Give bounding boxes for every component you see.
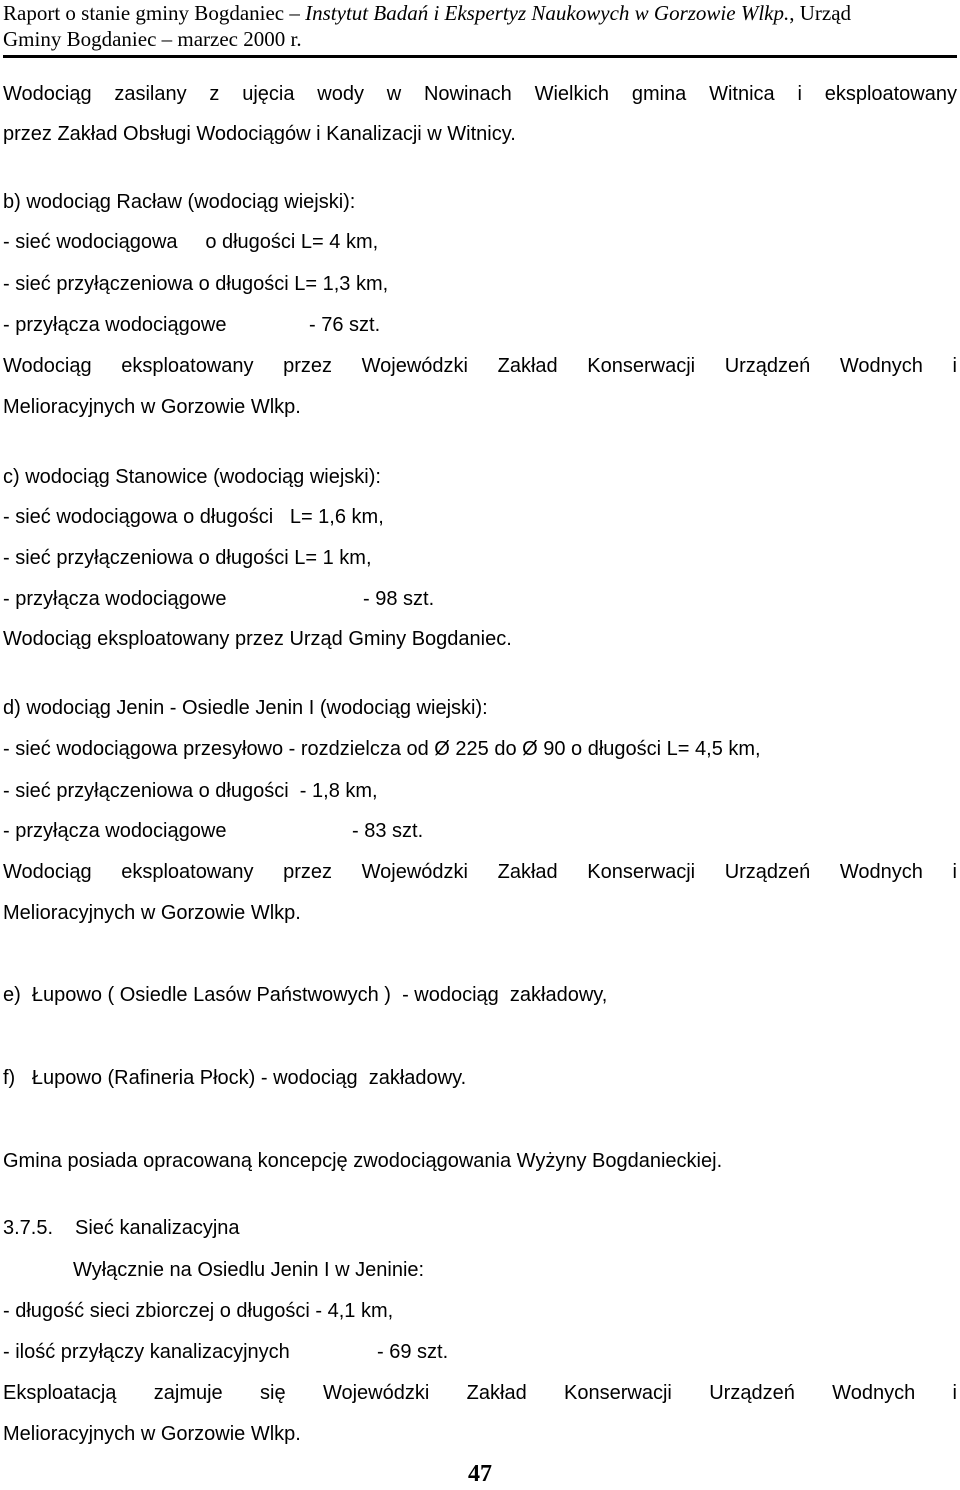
header-title-part2: , Urząd [789, 1, 852, 25]
section-d-operator-line-2: Melioracyjnych w Gorzowie Wlkp. [3, 902, 301, 924]
section-b-item-2: - sieć przyłączeniowa o długości L= 1,3 km, [3, 273, 389, 295]
section-b-operator-line-1: Wodociąg eksploatowany przez Wojewódzki Zakład Konserwacji Urządzeń Wodnych i [3, 355, 957, 377]
section-d-item-1: - sieć wodociągowa przesyłowo - rozdzielcza od Ø 225 do Ø 90 o długości L= 4,5 km, [3, 738, 761, 760]
header-title-part1: Raport o stanie gminy Bogdaniec – [3, 1, 306, 25]
page-number: 47 [468, 1461, 492, 1487]
sewer-operator-line-2: Melioracyjnych w Gorzowie Wlkp. [3, 1423, 301, 1445]
section-b-item-1: - sieć wodociągowa o długości L= 4 km, [3, 231, 379, 253]
header-rule [3, 55, 957, 58]
concept-sentence: Gmina posiada opracowaną koncepcję zwodociągowania Wyżyny Bogdanieckiej. [3, 1150, 723, 1172]
header-line-2: Gminy Bogdaniec – marzec 2000 r. [3, 27, 302, 51]
sewer-item-2-value: - 69 szt. [377, 1341, 449, 1363]
section-d-item-3-label: - przyłącza wodociągowe [3, 820, 227, 842]
section-c-heading: c) wodociąg Stanowice (wodociąg wiejski): [3, 466, 381, 488]
section-e: e) Łupowo ( Osiedle Lasów Państwowych ) - wodociąg zakładowy, [3, 984, 608, 1006]
paragraph-intro-line-2: przez Zakład Obsługi Wodociągów i Kanalizacji w Witnicy. [3, 123, 516, 145]
section-d-heading: d) wodociąg Jenin - Osiedle Jenin I (wodociąg wiejski): [3, 697, 488, 719]
section-d-item-3-value: - 83 szt. [352, 820, 424, 842]
section-c-operator: Wodociąg eksploatowany przez Urząd Gminy Bogdaniec. [3, 628, 512, 650]
section-b-operator-line-2: Melioracyjnych w Gorzowie Wlkp. [3, 396, 301, 418]
section-f: f) Łupowo (Rafineria Płock) - wodociąg zakładowy. [3, 1067, 467, 1089]
section-d-operator-line-1: Wodociąg eksploatowany przez Wojewódzki Zakład Konserwacji Urządzeń Wodnych i [3, 861, 957, 883]
section-c-item-3-label: - przyłącza wodociągowe [3, 588, 227, 610]
sewer-intro: Wyłącznie na Osiedlu Jenin I w Jeninie: [73, 1259, 425, 1281]
section-d-item-2: - sieć przyłączeniowa o długości - 1,8 km, [3, 780, 378, 802]
section-title: Sieć kanalizacyjna [75, 1217, 240, 1239]
section-c-item-1: - sieć wodociągowa o długości L= 1,6 km, [3, 506, 384, 528]
paragraph-intro-line-1: Wodociąg zasilany z ujęcia wody w Nowinach Wielkich gmina Witnica i eksploatowany [3, 83, 957, 105]
sewer-item-2-label: - ilość przyłączy kanalizacyjnych [3, 1341, 290, 1363]
section-c-item-2: - sieć przyłączeniowa o długości L= 1 km, [3, 547, 372, 569]
section-b-item-3-label: - przyłącza wodociągowe [3, 314, 227, 336]
section-b-item-3-value: - 76 szt. [309, 314, 381, 336]
section-number: 3.7.5. [3, 1217, 54, 1239]
section-b-heading: b) wodociąg Racław (wodociąg wiejski): [3, 191, 356, 213]
section-c-item-3-value: - 98 szt. [363, 588, 435, 610]
sewer-item-1: - długość sieci zbiorczej o długości - 4,1 km, [3, 1300, 394, 1322]
page-header [3, 0, 957, 58]
header-line-1 [3, 0, 851, 26]
sewer-operator-line-1: Eksploatacją zajmuje się Wojewódzki Zakład Konserwacji Urządzeń Wodnych i [3, 1382, 957, 1404]
header-institute: Instytut Badań i Ekspertyz Naukowych w Gorzowie Wlkp. [305, 1, 790, 25]
